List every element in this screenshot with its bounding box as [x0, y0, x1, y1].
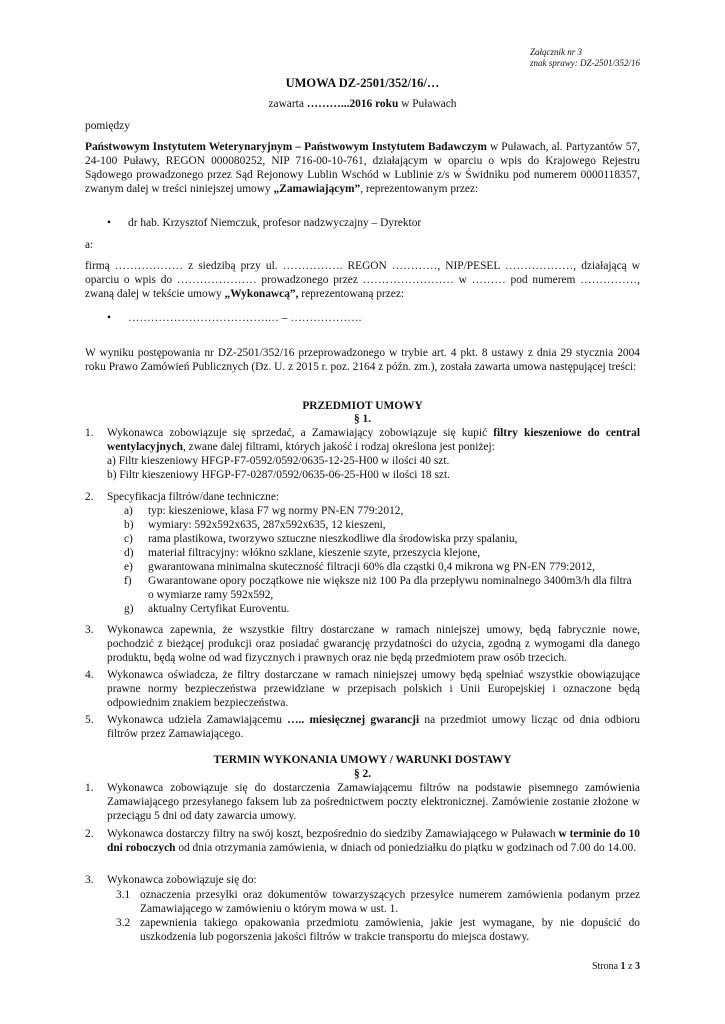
spec-text: rama plastikowa, tworzywo sztuczne nieszkodliwe dla środowiska przy spalaniu, — [148, 533, 518, 545]
section2-item3: Wykonawca zobowiązuje się do: — [107, 874, 257, 886]
item-number: 3. — [85, 874, 94, 886]
section1-item4: Wykonawca oświadcza, że filtry dostarczane w ramach niniejszej umowy będą spełniać wszystkie obowiązujące prawne normy bezpieczeństwa przewidziane w przepisach polskich i Unii Europejskiej i oznaczone będą odpowiednim znakiem bezpieczeństwa. — [107, 669, 640, 709]
spec-text: wymiary: 592x592x635, 287x592x635, 12 kieszeni, — [148, 519, 386, 531]
representative1: dr hab. Krzysztof Niemczuk, profesor nadzwyczajny – Dyrektor — [128, 217, 422, 229]
spec-letter: b) — [124, 519, 134, 531]
item-number: 3. — [85, 624, 94, 636]
subitem-number: 3.1 — [116, 889, 131, 901]
spec-text: materiał filtracyjny: włókno szklane, kieszenie szyte, przeszycia klejone, — [148, 547, 481, 559]
spec-letter: f) — [124, 575, 132, 587]
bullet-icon: • — [107, 312, 111, 324]
item-number: 5. — [85, 714, 94, 726]
filter-b: b) Filtr kieszeniowy HFGP-F7-0287/0592/0635-06-25-H00 w ilości 18 szt. — [107, 469, 450, 481]
intro-paragraph: W wyniku postępowania nr DZ-2501/352/16 przeprowadzonego w trybie art. 4 pkt. 8 ustawy z dnia 29 stycznia 2004 roku Prawo Zamówień Publicznych (Dz. U. z 2015 r. poz. 2164 z późn. zm.), została zawarta umowa następującej treści: — [85, 347, 640, 373]
section1-item1: Wykonawca zobowiązuje się sprzedać, a Zamawiający zobowiązuje się kupić filtry kieszeniowe do central wentylacyjnych, zwane dalej filtrami, których jakość i rodzaj określona jest poniżej: — [107, 427, 640, 453]
spec-text: gwarantowana minimalna skuteczność filtracji 60% dla cząstki 0,4 mikrona wg PN-EN 779:2012, — [148, 561, 595, 573]
bullet-icon: • — [107, 217, 111, 229]
between-label: pomiędzy — [85, 120, 130, 132]
item-number: 1. — [85, 427, 94, 439]
section2-item3-1: oznaczenia przesyłki oraz dokumentów towarzyszących przesyłce numerem zamówienia podanym przez Zamawiającego w zamówieniu o którym mowa w ust. 1. — [140, 889, 640, 915]
spec-letter: d) — [124, 547, 134, 559]
section1-item2: Specyfikacja filtrów/dane techniczne: — [107, 491, 280, 503]
item-number: 1. — [85, 782, 94, 794]
contract-title: UMOWA DZ-2501/352/16/… — [285, 76, 440, 90]
subitem-number: 3.2 — [116, 917, 131, 929]
page-footer: Strona 1 z 3 — [591, 961, 640, 972]
spec-text: Gwarantowane opory początkowe nie większe niż 100 Pa dla przepływu nominalnego 3400m3/h dla filtra o wymiarze ramy 592x592, — [148, 575, 632, 601]
spec-text: aktualny Certyfikat Euroventu. — [148, 603, 290, 615]
spec-text: typ: kieszeniowe, klasa F7 wg normy PN-EN 779:2012, — [148, 505, 404, 517]
section2-heading: TERMIN WYKONANIA UMOWY / WARUNKI DOSTAWY — [213, 754, 512, 766]
document-header — [530, 47, 640, 69]
item-number: 2. — [85, 828, 94, 840]
spec-letter: a) — [124, 505, 133, 517]
section2-item2: Wykonawca dostarczy filtry na swój koszt, bezpośrednio do siedziby Zamawiającego w Puławach w terminie do 10 dni roboczych od dnia otrzymania zamówienia, w dniach od poniedziałku do piątku w godzinach od 7.00 do 14.00. — [107, 828, 640, 854]
section2-paragraph-sign: § 2. — [353, 768, 372, 780]
item-number: 4. — [85, 669, 94, 681]
and-label: a: — [85, 239, 94, 251]
spec-letter: g) — [124, 603, 134, 615]
section1-item5: Wykonawca udziela Zamawiającemu ….. miesięcznej gwarancji na przedmiot umowy licząc od dnia odbioru filtrów przez Zamawiającego. — [107, 714, 640, 740]
section2-item3-2: zapewnienia takiego opakowania przedmiotu zamówienia, jakie jest wymagane, by nie dopuścić do uszkodzenia lub pogorszenia jakości filtrów w trakcie transportu do miejsca dostawy. — [140, 917, 640, 943]
spec-letter: c) — [124, 533, 133, 545]
section1-paragraph-sign: § 1. — [353, 413, 372, 425]
representative2: ……………………………….… – ………………. — [128, 312, 362, 324]
section1-item3: Wykonawca zapewnia, że wszystkie filtry dostarczane w ramach niniejszej umowy, będą fabrycznie nowe, pochodzić z bieżącej produkcji oraz posiadać gwarancję przydatności do użycia, zgodną z wymogami dla danego produktu, będą wolne od wad fizycznych i prawnych oraz nie będą przedmiotem praw osób trzecich. — [107, 624, 640, 664]
party2-paragraph: firmą ……………… z siedzibą przy ul. ……………. REGON …………, NIP/PESEL ………………, działającą w oparciu o wpis do ………………… prowadzonego przez …………………… w ……… pod numerem ……………, zwaną dalej w tekście umowy „Wykonawcą”, reprezentowaną przez: — [85, 260, 640, 300]
filter-a: a) Filtr kieszeniowy HFGP-F7-0592/0592/0635-12-25-H00 w ilości 40 szt. — [107, 455, 450, 467]
spec-letter: e) — [124, 561, 133, 573]
section2-item1: Wykonawca zobowiązuje się do dostarczenia Zamawiającemu filtrów na podstawie pisemnego zamówienia Zamawiającego przesyłanego faksem lub za pośrednictwem poczty elektronicznej. Zamówienie zostanie złożone w przeciągu 5 dni od daty zawarcia umowy. — [107, 782, 640, 822]
section1-heading: PRZEDMIOT UMOWY — [302, 400, 423, 412]
item-number: 2. — [85, 491, 94, 503]
case-reference: znak sprawy: DZ-2501/352/16 — [530, 58, 640, 68]
attachment-label: Załącznik nr 3 — [530, 47, 583, 57]
party1-paragraph: Państwowym Instytutem Weterynaryjnym – Państwowym Instytutem Badawczym w Puławach, al. Partyzantów 57, 24-100 Puławy, REGON 000080252, NIP 716-00-10-761, działającym w oparciu o wpis do Krajowego Rejestru Sądowego prowadzonego przez Sąd Rejonowy Lublin Wschód w Lublinie z/s w Świdniku pod numerem 0000118357, zwanym dalej w treści niniejszej umowy „Zamawiającym”, reprezentowanym przez: — [85, 141, 640, 195]
contract-date-line: zawarta ………...2016 roku w Puławach — [268, 98, 457, 110]
